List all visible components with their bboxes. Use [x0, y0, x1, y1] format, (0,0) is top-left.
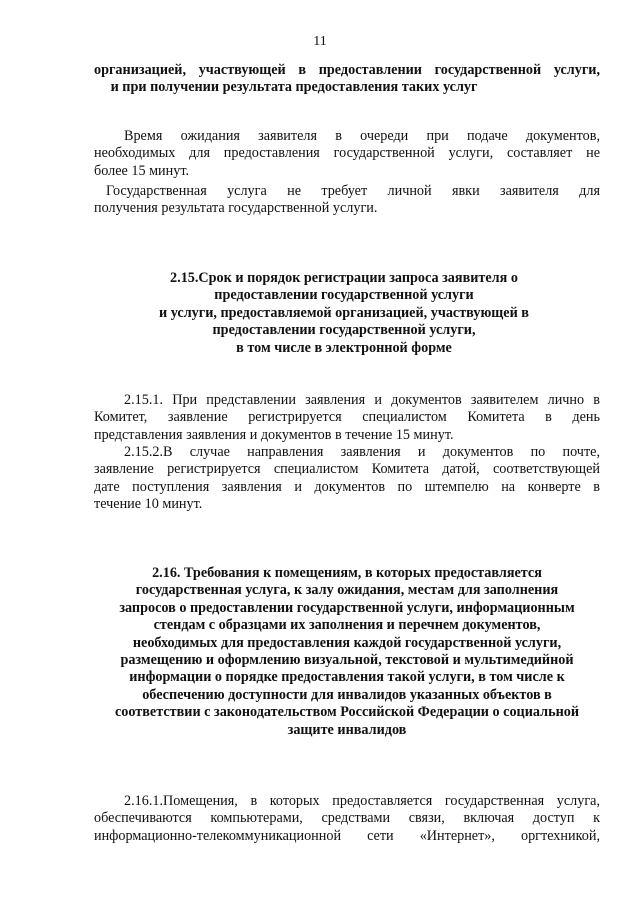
heading-line: размещению и оформлению визуальной, текстовой и мультимедийной: [120, 652, 574, 669]
text-line: необходимых для предоставления государственной услуги, составляет не: [94, 145, 600, 162]
heading-line: соответствии с законодательством Российской Федерации о социальной: [114, 704, 580, 721]
paragraph-2-16-1: [94, 793, 600, 845]
text-line: 2.15.2.В случае направления заявления и документов по почте,: [124, 444, 600, 460]
text-line: заявление регистрируется специалистом Комитета датой, соответствующей: [94, 461, 600, 478]
text-line: дате поступления заявления и документов по штемпелю на конверте в: [94, 478, 600, 495]
heading-line: 2.16. Требования к помещениям, в которых предоставляется: [152, 565, 542, 581]
text-line: и при получении результата предоставления таких услуг: [110, 79, 478, 96]
text-line: обеспечиваются компьютерами, средствами связи, включая доступ к: [94, 810, 600, 827]
paragraph-waiting-time: [94, 128, 600, 180]
text-line: Время ожидания заявителя в очереди при подаче документов,: [124, 128, 600, 144]
text-line: получения результата государственной услуги.: [94, 200, 378, 217]
paragraph-personal-presence: [94, 183, 600, 218]
heading-line: государственная услуга, к залу ожидания, местам для заполнения: [135, 582, 559, 599]
text-line: Комитет, заявление регистрируется специалистом Комитета в день: [94, 409, 600, 426]
text-line: более 15 минут.: [94, 162, 190, 179]
intro-heading-continuation: [94, 62, 600, 97]
text-line: Государственная услуга не требует личной явки заявителя для: [106, 183, 600, 199]
text-line: течение 10 минут.: [94, 496, 203, 513]
heading-line: обеспечению доступности для инвалидов указанных объектов в: [142, 686, 552, 703]
heading-line: в том числе в электронной форме: [236, 339, 452, 356]
heading-line: и услуги, предоставляемой организацией, участвующей в: [159, 304, 529, 321]
page-number: 11: [313, 34, 327, 49]
heading-line: защите инвалидов: [287, 721, 407, 738]
text-line: информационно-телекоммуникационной сети «Интернет», оргтехникой,: [94, 827, 600, 844]
text-line: 2.16.1.Помещения, в которых предоставляется государственная услуга,: [124, 793, 600, 809]
paragraph-2-15-2: [94, 444, 600, 514]
paragraph-2-15-1: [94, 392, 600, 444]
heading-line: стендам с образцами их заполнения и перечнем документов,: [153, 617, 541, 634]
section-heading-2-15: [94, 270, 594, 357]
heading-line: запросов о предоставлении государственной услуги, информационным: [119, 599, 575, 616]
heading-line: 2.15.Срок и порядок регистрации запроса заявителя о: [170, 270, 518, 286]
text-line: представления заявления и документов в течение 15 минут.: [94, 426, 454, 443]
text-line: 2.15.1. При представлении заявления и документов заявителем лично в: [124, 392, 600, 408]
heading-line: информации о порядке предоставления такой услуги, в том числе к: [129, 669, 565, 686]
heading-line: необходимых для предоставления каждой государственной услуги,: [132, 634, 562, 651]
heading-line: предоставлении государственной услуги,: [212, 322, 476, 339]
section-heading-2-16: [94, 565, 600, 739]
text-line: организацией, участвующей в предоставлении государственной услуги,: [94, 62, 600, 78]
heading-line: предоставлении государственной услуги: [214, 287, 474, 304]
